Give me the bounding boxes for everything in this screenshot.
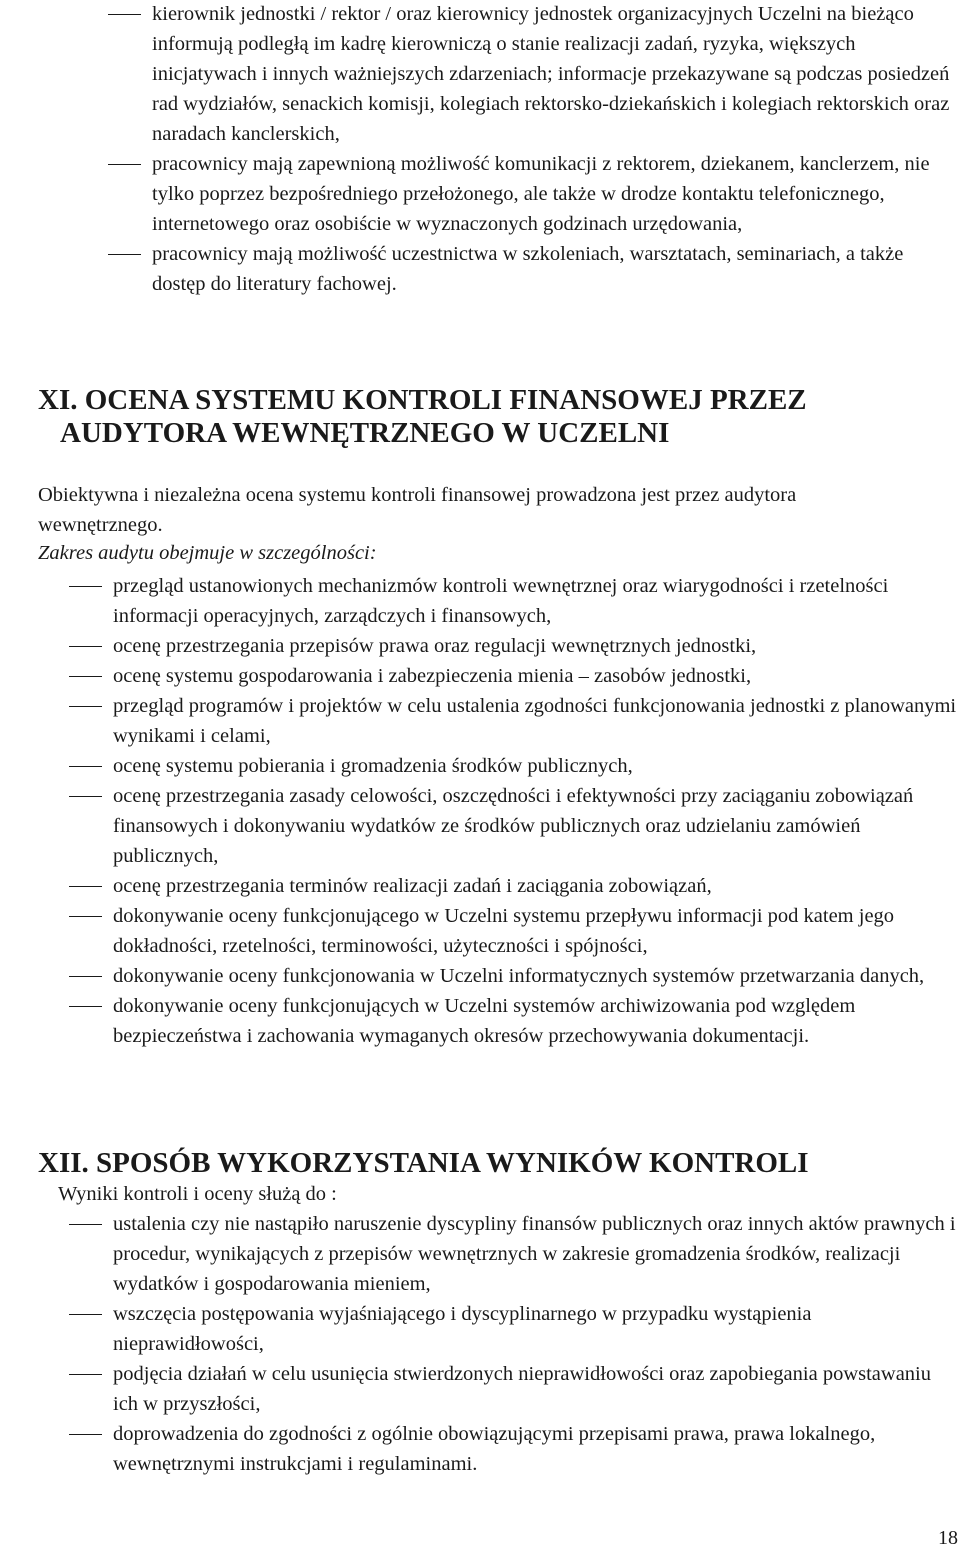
list-item-text: dokonywanie oceny funkcjonującego w Uczelni systemu przepływu informacji pod katem jego dokładności, rzetelności, terminowości, użyteczności i spójności, (113, 905, 895, 957)
list-item-text: pracownicy mają zapewnioną możliwość komunikacji z rektorem, dziekanem, kanclerzem, nie tylko poprzez bezpośredniego przełożonego, ale także w drodze kontaktu telefonicznego, internetowego oraz osobiście w wyznaczonych godzinach urzędowania, (152, 153, 930, 235)
dash-bullet-icon (69, 1434, 102, 1435)
dash-bullet-icon (69, 676, 102, 677)
list-item (152, 149, 957, 239)
audit-scope-list (113, 571, 958, 1051)
dash-bullet-icon (69, 886, 102, 887)
dash-bullet-icon (108, 164, 141, 165)
dash-bullet-icon (69, 706, 102, 707)
dash-bullet-icon (69, 916, 102, 917)
list-item-text: przegląd ustanowionych mechanizmów kontroli wewnętrznej oraz wiarygodności i rzetelności informacji operacyjnych, zarządczych i finansowych, (113, 575, 889, 627)
list-item (113, 571, 958, 631)
list-item-text: kierownik jednostki / rektor / oraz kierownicy jednostek organizacyjnych Uczelni na bieżąco informują podległą im kadrę kierowniczą o stanie realizacji zadań, ryzyka, większych inicjatywach i innych ważniejszych zdarzeniach; informacje przekazywane są podczas posiedzeń rad wydziałów, senackich komisji, kolegiach rektorsko-dziekańskich i kolegiach rektorskich oraz naradach kanclerskich, (152, 3, 950, 145)
list-item-text: podjęcia działań w celu usunięcia stwierdzonych nieprawidłowości oraz zapobiegania powstawaniu ich w przyszłości, (113, 1363, 931, 1415)
list-item (113, 691, 958, 751)
dash-bullet-icon (69, 646, 102, 647)
list-item (113, 961, 958, 991)
list-item (113, 1419, 958, 1479)
dash-bullet-icon (69, 766, 102, 767)
list-item (113, 871, 958, 901)
list-item-text: ocenę przestrzegania terminów realizacji zadań i zaciągania zobowiązań, (113, 875, 712, 897)
section-xi-title-line1: XI. OCENA SYSTEMU KONTROLI FINANSOWEJ PRZEZ (38, 384, 807, 416)
list-item (113, 661, 958, 691)
section-xi-heading (38, 384, 807, 450)
dash-bullet-icon (69, 586, 102, 587)
control-results-list (113, 1209, 958, 1479)
list-item-text: ocenę przestrzegania zasady celowości, oszczędności i efektywności przy zaciąganiu zobowiązań finansowych i dokonywaniu wydatków ze środków publicznych oraz udzielaniu zamówień publicznych, (113, 785, 914, 867)
dash-bullet-icon (69, 796, 102, 797)
section-xi-title-line2: AUDYTORA WEWNĘTRZNEGO W UCZELNI (60, 417, 670, 449)
section-xii-intro: Wyniki kontroli i oceny służą do : (58, 1183, 337, 1205)
dash-bullet-icon (69, 1314, 102, 1315)
list-item (152, 0, 957, 149)
list-item-text: ocenę systemu gospodarowania i zabezpieczenia mienia – zasobów jednostki, (113, 665, 752, 687)
list-item (113, 901, 958, 961)
list-item-text: doprowadzenia do zgodności z ogólnie obowiązującymi przepisami prawa, prawa lokalnego, wewnętrznymi instrukcjami i regulaminami. (113, 1423, 876, 1475)
list-item-text: pracownicy mają możliwość uczestnictwa w szkoleniach, warsztatach, seminariach, a także dostęp do literatury fachowej. (152, 243, 904, 295)
communication-bullet-list (152, 0, 957, 299)
list-item (152, 239, 957, 299)
list-item (113, 631, 958, 661)
list-item-text: ustalenia czy nie nastąpiło naruszenie dyscypliny finansów publicznych oraz innych aktów prawnych i procedur, wynikających z przepisów wewnętrznych w zakresie gromadzenia środków, realizacji wydatków i gospodarowania mieniem, (113, 1213, 956, 1295)
list-item-text: przegląd programów i projektów w celu ustalenia zgodności funkcjonowania jednostki z planowanymi wynikami i celami, (113, 695, 957, 747)
list-item-text: dokonywanie oceny funkcjonowania w Uczelni informatycznych systemów przetwarzania danych, (113, 965, 925, 987)
list-item (113, 991, 958, 1051)
page-number: 18 (938, 1527, 958, 1549)
list-item (113, 751, 958, 781)
audit-scope-label: Zakres audytu obejmuje w szczególności: (38, 542, 377, 564)
list-item (113, 1209, 958, 1299)
dash-bullet-icon (69, 976, 102, 977)
list-item-text: ocenę systemu pobierania i gromadzenia środków publicznych, (113, 755, 633, 777)
section-xii-heading: XII. SPOSÓB WYKORZYSTANIA WYNIKÓW KONTROLI (38, 1147, 809, 1179)
list-item-text: ocenę przestrzegania przepisów prawa oraz regulacji wewnętrznych jednostki, (113, 635, 757, 657)
section-xi-intro: Obiektywna i niezależna ocena systemu kontroli finansowej prowadzona jest przez audytora wewnętrznego. (38, 484, 797, 536)
list-item (113, 781, 958, 871)
dash-bullet-icon (108, 14, 141, 15)
dash-bullet-icon (69, 1006, 102, 1007)
dash-bullet-icon (108, 254, 141, 255)
dash-bullet-icon (69, 1224, 102, 1225)
list-item (113, 1359, 958, 1419)
list-item (113, 1299, 958, 1359)
list-item-text: wszczęcia postępowania wyjaśniającego i dyscyplinarnego w przypadku wystąpienia nieprawidłowości, (113, 1303, 812, 1355)
dash-bullet-icon (69, 1374, 102, 1375)
list-item-text: dokonywanie oceny funkcjonujących w Uczelni systemów archiwizowania pod względem bezpieczeństwa i zachowania wymaganych okresów przechowywania dokumentacji. (113, 995, 856, 1047)
